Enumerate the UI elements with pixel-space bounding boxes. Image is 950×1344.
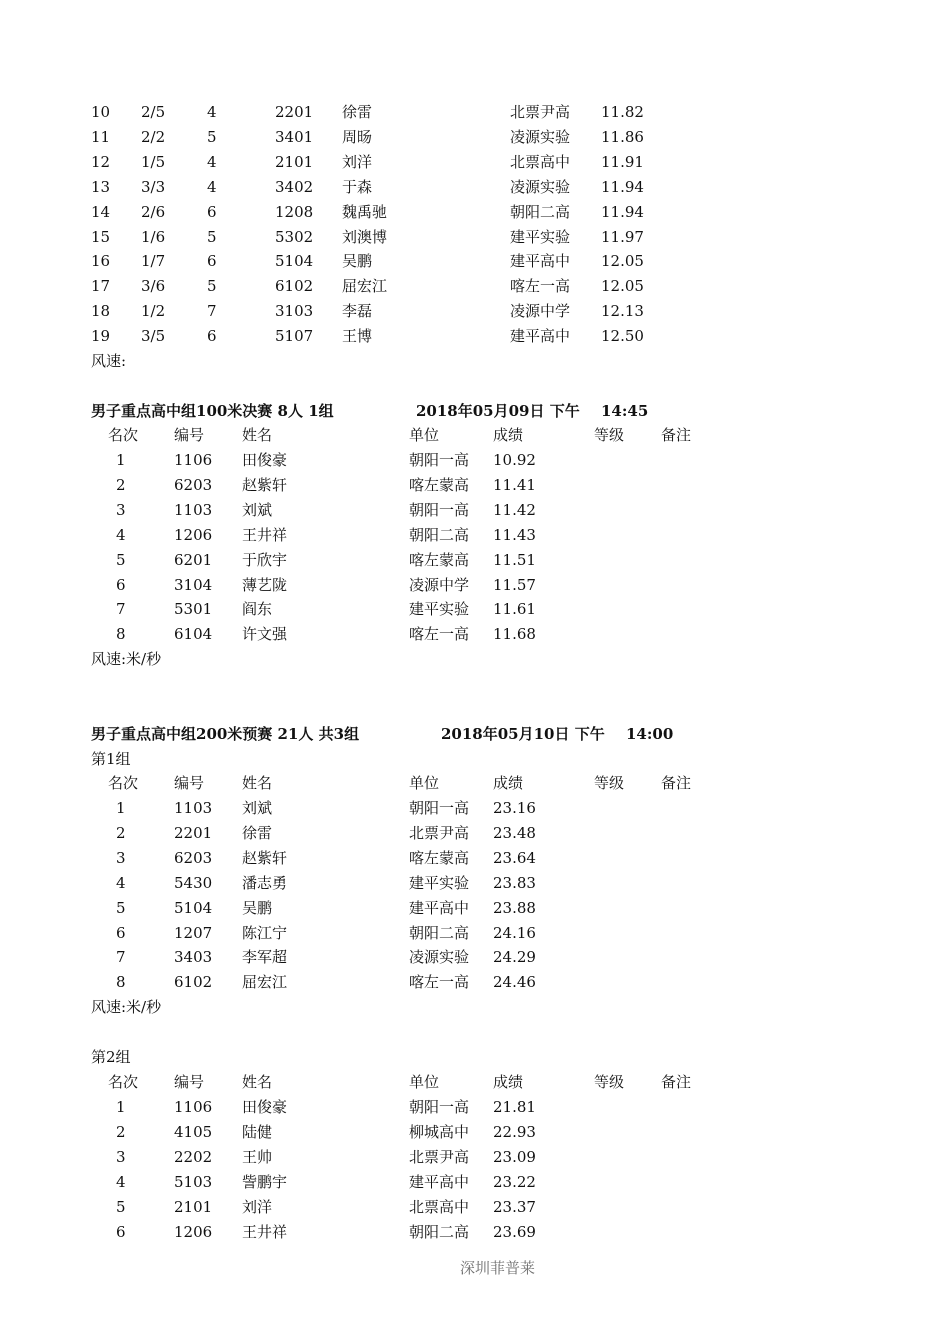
cell-rank: 3 — [116, 1147, 126, 1166]
cell-rank: 13 — [91, 177, 111, 196]
cell-result: 11.97 — [601, 227, 644, 246]
cell-result: 23.09 — [493, 1147, 536, 1166]
cell-unit: 喀左蒙高 — [409, 848, 470, 867]
cell-rank: 8 — [116, 625, 126, 644]
cell-unit: 朝阳一高 — [409, 799, 470, 817]
cell-rank: 5 — [116, 898, 126, 917]
cell-id: 5430 — [174, 873, 213, 892]
cell-name: 徐雷 — [342, 103, 373, 121]
cell-id: 3402 — [275, 177, 314, 196]
cell-lane: 4 — [207, 177, 217, 196]
header-grade: 等级 — [594, 1073, 625, 1091]
cell-unit: 喀左一高 — [510, 277, 571, 296]
cell-id: 5107 — [275, 327, 314, 346]
cell-heat: 1/7 — [141, 252, 166, 271]
cell-name: 陈江宁 — [242, 923, 288, 942]
cell-name: 赵紫轩 — [242, 475, 288, 494]
header-rank: 名次 — [108, 426, 139, 444]
cell-rank: 6 — [116, 1222, 126, 1241]
cell-id: 1103 — [174, 799, 213, 817]
cell-result: 12.05 — [601, 252, 644, 271]
cell-name: 阎东 — [242, 600, 273, 619]
header-name: 姓名 — [242, 426, 273, 444]
cell-unit: 建平实验 — [409, 600, 470, 619]
header-unit: 单位 — [409, 426, 440, 444]
cell-id: 5301 — [174, 600, 213, 619]
cell-name: 陆健 — [242, 1122, 273, 1141]
page-footer: 深圳菲普莱 — [460, 1259, 536, 1277]
header-unit: 单位 — [409, 1073, 440, 1091]
cell-rank: 2 — [116, 475, 126, 494]
cell-id: 1208 — [275, 202, 314, 221]
cell-unit: 建平高中 — [510, 327, 571, 346]
cell-id: 5104 — [275, 252, 314, 271]
wind-label: 风速:米/秒 — [91, 650, 162, 668]
cell-name: 薄艺陇 — [242, 575, 288, 594]
cell-unit: 凌源中学 — [409, 575, 470, 594]
cell-name: 吴鹏 — [242, 898, 273, 917]
group-name: 第1组 — [91, 750, 131, 768]
cell-rank: 5 — [116, 1197, 126, 1216]
cell-rank: 14 — [91, 202, 111, 221]
cell-unit: 喀左蒙高 — [409, 475, 470, 494]
cell-lane: 5 — [207, 127, 217, 146]
header-name: 姓名 — [242, 774, 273, 792]
cell-heat: 3/5 — [141, 327, 166, 346]
cell-id: 6102 — [174, 973, 213, 992]
cell-rank: 19 — [91, 327, 111, 346]
cell-result: 12.05 — [601, 277, 644, 296]
cell-heat: 1/5 — [141, 152, 166, 171]
cell-unit: 北票尹高 — [409, 823, 470, 842]
cell-rank: 11 — [91, 127, 111, 146]
header-grade: 等级 — [594, 774, 625, 792]
cell-result: 23.37 — [493, 1197, 536, 1216]
cell-result: 11.41 — [493, 475, 536, 494]
cell-result: 10.92 — [493, 451, 536, 469]
cell-rank: 17 — [91, 277, 111, 296]
cell-result: 24.46 — [493, 973, 536, 992]
header-id: 编号 — [174, 426, 205, 444]
cell-result: 22.93 — [493, 1122, 536, 1141]
cell-result: 11.42 — [493, 500, 536, 519]
cell-result: 23.88 — [493, 898, 536, 917]
cell-rank: 10 — [91, 103, 111, 121]
cell-name: 訾鹏宇 — [242, 1172, 288, 1191]
header-result: 成绩 — [493, 774, 524, 792]
cell-result: 12.50 — [601, 327, 644, 346]
cell-rank: 7 — [116, 948, 126, 967]
cell-unit: 建平实验 — [510, 227, 571, 246]
cell-result: 23.64 — [493, 848, 536, 867]
header-result: 成绩 — [493, 426, 524, 444]
header-name: 姓名 — [242, 1073, 273, 1091]
cell-unit: 喀左一高 — [409, 973, 470, 992]
cell-result: 24.29 — [493, 948, 536, 967]
group-name: 第2组 — [91, 1048, 131, 1066]
cell-rank: 15 — [91, 227, 111, 246]
cell-id: 2101 — [275, 152, 314, 171]
cell-id: 5104 — [174, 898, 213, 917]
cell-result: 11.43 — [493, 525, 536, 544]
cell-id: 3104 — [174, 575, 213, 594]
cell-result: 23.83 — [493, 873, 536, 892]
cell-unit: 北票高中 — [510, 152, 571, 171]
cell-name: 王井祥 — [242, 525, 288, 544]
cell-name: 刘洋 — [342, 152, 373, 171]
cell-rank: 3 — [116, 500, 126, 519]
header-grade: 等级 — [594, 426, 625, 444]
cell-rank: 5 — [116, 550, 126, 569]
cell-unit: 朝阳一高 — [409, 451, 470, 469]
cell-name: 刘澳博 — [342, 227, 388, 246]
header-id: 编号 — [174, 774, 205, 792]
event-time: 14:00 — [626, 725, 674, 743]
cell-result: 11.91 — [601, 152, 644, 171]
cell-id: 3403 — [174, 948, 213, 967]
wind-label: 风速: — [91, 352, 127, 370]
cell-unit: 朝阳二高 — [409, 525, 470, 544]
cell-unit: 朝阳二高 — [409, 1222, 470, 1241]
cell-rank: 8 — [116, 973, 126, 992]
cell-result: 11.61 — [493, 600, 536, 619]
cell-name: 李磊 — [342, 302, 373, 321]
cell-rank: 4 — [116, 525, 126, 544]
cell-name: 赵紫轩 — [242, 848, 288, 867]
cell-unit: 北票尹高 — [409, 1147, 470, 1166]
event-name: 男子重点高中组100米决赛 8人 1组 — [91, 402, 334, 420]
cell-rank: 7 — [116, 600, 126, 619]
cell-lane: 5 — [207, 227, 217, 246]
cell-unit: 喀左一高 — [409, 625, 470, 644]
cell-rank: 4 — [116, 873, 126, 892]
cell-id: 2201 — [174, 823, 213, 842]
header-note: 备注 — [661, 426, 692, 444]
cell-unit: 建平高中 — [510, 252, 571, 271]
cell-unit: 喀左蒙高 — [409, 550, 470, 569]
cell-id: 1207 — [174, 923, 213, 942]
header-id: 编号 — [174, 1073, 205, 1091]
event-time: 14:45 — [601, 402, 649, 420]
cell-id: 1106 — [174, 1098, 213, 1116]
cell-lane: 7 — [207, 302, 217, 321]
cell-unit: 朝阳二高 — [409, 923, 470, 942]
cell-rank: 16 — [91, 252, 111, 271]
cell-result: 23.48 — [493, 823, 536, 842]
cell-name: 吴鹏 — [342, 252, 373, 271]
cell-unit: 朝阳一高 — [409, 500, 470, 519]
cell-heat: 1/2 — [141, 302, 166, 321]
cell-result: 11.94 — [601, 202, 644, 221]
cell-name: 刘洋 — [242, 1197, 273, 1216]
cell-id: 3401 — [275, 127, 314, 146]
cell-name: 王帅 — [242, 1147, 273, 1166]
cell-result: 11.82 — [601, 103, 644, 121]
cell-result: 11.86 — [601, 127, 644, 146]
cell-result: 21.81 — [493, 1098, 536, 1116]
cell-lane: 4 — [207, 103, 217, 121]
cell-result: 23.16 — [493, 799, 536, 817]
cell-id: 1206 — [174, 525, 213, 544]
cell-id: 2201 — [275, 103, 314, 121]
cell-id: 6102 — [275, 277, 314, 296]
cell-name: 王博 — [342, 327, 373, 346]
header-unit: 单位 — [409, 774, 440, 792]
cell-name: 刘斌 — [242, 799, 273, 817]
cell-name: 刘斌 — [242, 500, 273, 519]
cell-name: 田俊豪 — [242, 451, 288, 469]
cell-heat: 1/6 — [141, 227, 166, 246]
cell-name: 于森 — [342, 177, 373, 196]
header-note: 备注 — [661, 774, 692, 792]
cell-rank: 1 — [116, 1098, 126, 1116]
cell-heat: 2/6 — [141, 202, 166, 221]
cell-name: 周旸 — [342, 127, 373, 146]
cell-heat: 2/2 — [141, 127, 166, 146]
cell-unit: 北票尹高 — [510, 103, 571, 121]
cell-result: 11.94 — [601, 177, 644, 196]
cell-id: 3103 — [275, 302, 314, 321]
cell-unit: 凌源实验 — [409, 948, 470, 967]
cell-name: 屈宏江 — [342, 277, 388, 296]
cell-id: 6201 — [174, 550, 213, 569]
cell-unit: 北票高中 — [409, 1197, 470, 1216]
cell-unit: 凌源中学 — [510, 302, 571, 321]
event-date: 2018年05月09日 下午 — [416, 402, 580, 420]
cell-id: 5302 — [275, 227, 314, 246]
cell-unit: 凌源实验 — [510, 127, 571, 146]
cell-id: 2101 — [174, 1197, 213, 1216]
cell-unit: 建平高中 — [409, 1172, 470, 1191]
header-rank: 名次 — [108, 1073, 139, 1091]
cell-id: 5103 — [174, 1172, 213, 1191]
cell-rank: 2 — [116, 1122, 126, 1141]
cell-rank: 4 — [116, 1172, 126, 1191]
cell-unit: 朝阳二高 — [510, 202, 571, 221]
cell-name: 潘志勇 — [242, 873, 288, 892]
cell-result: 11.51 — [493, 550, 536, 569]
cell-result: 24.16 — [493, 923, 536, 942]
cell-heat: 3/3 — [141, 177, 166, 196]
cell-id: 1106 — [174, 451, 213, 469]
cell-name: 许文强 — [242, 625, 288, 644]
cell-name: 王井祥 — [242, 1222, 288, 1241]
cell-id: 1206 — [174, 1222, 213, 1241]
cell-unit: 凌源实验 — [510, 177, 571, 196]
cell-id: 2202 — [174, 1147, 213, 1166]
cell-rank: 18 — [91, 302, 111, 321]
cell-name: 魏禹驰 — [342, 202, 388, 221]
cell-name: 于欣宇 — [242, 550, 288, 569]
cell-rank: 1 — [116, 799, 126, 817]
cell-name: 屈宏江 — [242, 973, 288, 992]
cell-lane: 6 — [207, 327, 217, 346]
cell-id: 6104 — [174, 625, 213, 644]
cell-rank: 1 — [116, 451, 126, 469]
cell-heat: 2/5 — [141, 103, 166, 121]
cell-rank: 3 — [116, 848, 126, 867]
cell-result: 11.68 — [493, 625, 536, 644]
cell-lane: 6 — [207, 202, 217, 221]
header-rank: 名次 — [108, 774, 139, 792]
cell-rank: 6 — [116, 575, 126, 594]
cell-result: 23.69 — [493, 1222, 536, 1241]
cell-unit: 建平实验 — [409, 873, 470, 892]
cell-result: 23.22 — [493, 1172, 536, 1191]
cell-rank: 6 — [116, 923, 126, 942]
cell-rank: 2 — [116, 823, 126, 842]
cell-unit: 建平高中 — [409, 898, 470, 917]
cell-unit: 朝阳一高 — [409, 1098, 470, 1116]
cell-lane: 6 — [207, 252, 217, 271]
event-name: 男子重点高中组200米预赛 21人 共3组 — [91, 725, 360, 743]
cell-lane: 4 — [207, 152, 217, 171]
cell-id: 6203 — [174, 848, 213, 867]
cell-rank: 12 — [91, 152, 111, 171]
event-date: 2018年05月10日 下午 — [441, 725, 605, 743]
cell-lane: 5 — [207, 277, 217, 296]
cell-result: 11.57 — [493, 575, 536, 594]
header-note: 备注 — [661, 1073, 692, 1091]
cell-id: 4105 — [174, 1122, 213, 1141]
cell-name: 李军超 — [242, 948, 288, 967]
cell-heat: 3/6 — [141, 277, 166, 296]
wind-label: 风速:米/秒 — [91, 998, 162, 1016]
cell-name: 徐雷 — [242, 823, 273, 842]
cell-id: 6203 — [174, 475, 213, 494]
cell-result: 12.13 — [601, 302, 644, 321]
header-result: 成绩 — [493, 1073, 524, 1091]
cell-name: 田俊豪 — [242, 1098, 288, 1116]
cell-unit: 柳城高中 — [409, 1122, 470, 1141]
cell-id: 1103 — [174, 500, 213, 519]
